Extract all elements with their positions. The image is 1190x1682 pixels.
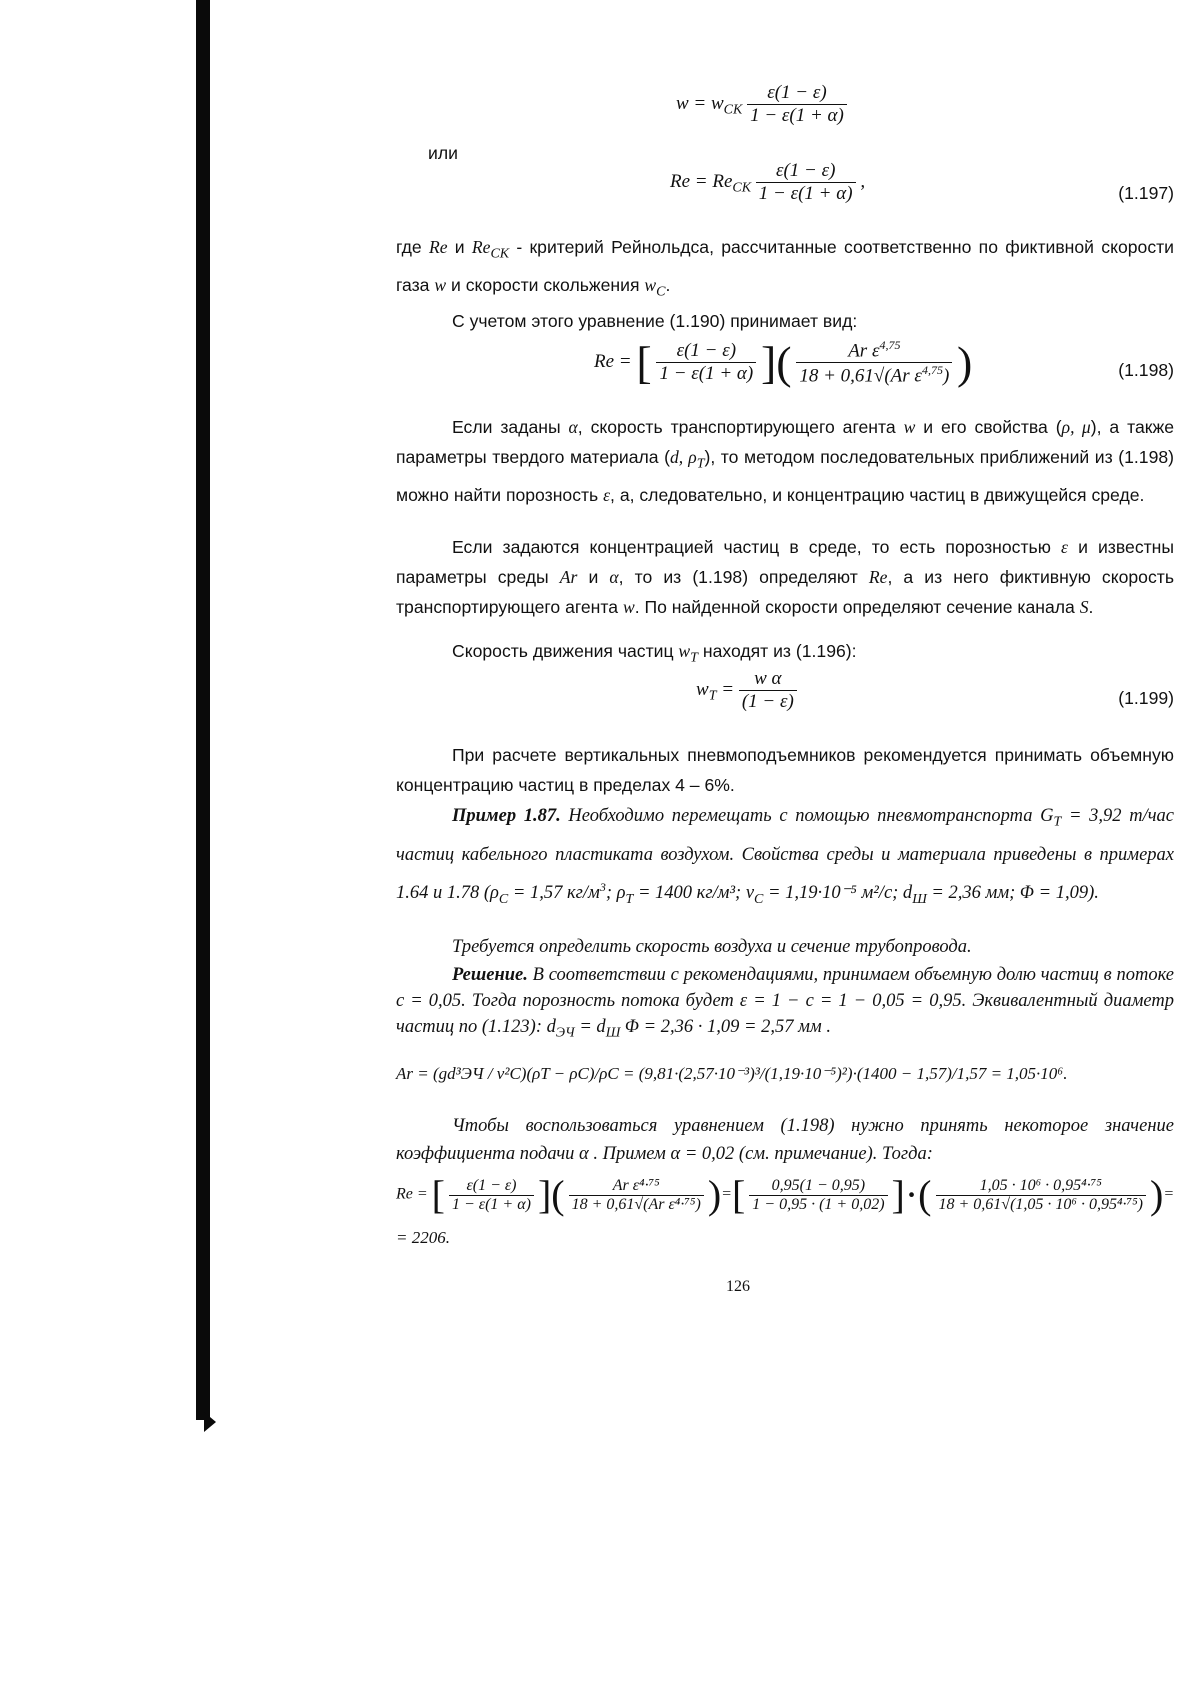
final-denominator-2: 18 + 0,61√(Ar ε⁴·⁷⁵) (571, 1195, 701, 1213)
example-coefficient-paragraph: Чтобы воспользоваться уравнением (1.198) нужно принять некоторое значение коэффициента подачи α . Примем α = 0,02 (см. примечание). Тогда: (396, 1116, 1174, 1164)
formula-1198: Re = [ $\frac{\varepsilon(1 - \varepsilon)}{1 - \varepsilon(1 + \alpha)}$ ]( $\frac{Ar \varepsilon^{4,75}}{18 + 0,61√(Ar \varepsilon^{4,75})}$ ) (594, 336, 973, 388)
paragraph-recommendation: При расчете вертикальных пневмоподъемников рекомендуется принимать объемную концентрацию частиц в пределах 4 – 6%. (396, 745, 1174, 795)
archimedes-calculation: Ar = (gd³ЭЧ / ν²C)(ρT − ρC)/ρC = (9,81·(2,57·10⁻³)³/(1,19·10⁻⁵)²)·(1400 − 1,57)/1,57 = 1,05·10⁶. (396, 1064, 1068, 1083)
equation-number-1197: (1.197) (1118, 183, 1174, 203)
formula-final-re: Re = [ $\frac{\varepsilon(1 - \varepsilon)}{1 - \varepsilon(1 + \alpha)}$ ]( $\frac{\text{Ar ε⁴·⁷⁵}}{\text{18 + 0,61√(Ar ε⁴·⁷⁵)}}$ )=[ $\frac{0,95(1 - 0,95)}{1 - 0,95 \cdot (1 + 0,02)}$ ]·( $\frac{\text{1,05 · 10⁶ · 0,95⁴·⁷⁵}}{\text{18 + 0,61√(1,05 · 10⁶ · 0,95⁴·⁷⁵)}}$ )= (396, 1172, 1175, 1217)
formula-1198-denominator-2: 18 + 0,61√(Ar $\varepsilon^{4,75}$) (799, 363, 950, 387)
formula-1198-denominator-1: 1 − ε(1 + α) (659, 363, 754, 385)
formula-1197: $Re = Re_{СК}$ $\frac{\varepsilon(1 - \varepsilon)}{1 - \varepsilon(1 + \alpha)}$ , (670, 160, 866, 204)
final-denominator-4: 18 + 0,61√(1,05 · 10⁶ · 0,95⁴·⁷⁵) (938, 1195, 1143, 1213)
formula-1199-denominator: (1 − ε) (741, 691, 794, 712)
example-solution: Решение. В соответствии с рекомендациями, принимаем объемную долю частиц в потоке c = 0,05. Тогда порозность потока будет ε = 1 − c = 1 − 0,05 = 0,95. Эквивалентный диаметр частиц по (1.123): $d_{ЭЧ} = d_Ш$ Φ = 2,36 · 1,09 = 2,57 мм . (396, 965, 1174, 1041)
formula-w-denominator: 1 − ε(1 + α) (750, 105, 844, 126)
paragraph-reynolds-definition: где Re и $Re_{СК}$ - критерий Рейнольдса, рассчитанные соответственно по фиктивной скорости газа w и скорости скольжения $w_C$. (396, 237, 1175, 300)
solution-title: Решение. (452, 965, 528, 985)
formula-w-numerator: ε(1 − ε) (747, 82, 847, 105)
final-numerator-4: 1,05 · 10⁶ · 0,95⁴·⁷⁵ (936, 1177, 1146, 1196)
final-denominator-3: 1 − 0,95 · (1 + 0,02) (752, 1195, 885, 1213)
final-denominator-1: 1 − ε(1 + α) (452, 1195, 531, 1213)
scan-margin-bar (196, 0, 210, 1420)
equation-number-1199: (1.199) (1118, 688, 1174, 708)
formula-1199: $w_T$ = $\frac{\text{w α}}{(1 - \varepsilon)}$ (696, 668, 797, 713)
formula-1199-numerator: w α (739, 668, 797, 691)
book-page (396, 0, 1186, 1682)
final-numerator-3: 0,95(1 − 0,95) (749, 1177, 887, 1196)
formula-1197-denominator: 1 − ε(1 + α) (758, 183, 853, 204)
example-task: Требуется определить скорость воздуха и сечение трубопровода. (452, 937, 972, 957)
final-result: = 2206. (396, 1228, 450, 1247)
paragraph-given-concentration: Если задаются концентрацией частиц в среде, то есть порозностью ε и известны параметры среды Ar и α, то из (1.198) определяют Re, а из него фиктивную скорость транспортирующего агента w. По найденной скорости определяют сечение канала S. (396, 537, 1175, 617)
final-numerator-1: ε(1 − ε) (449, 1177, 534, 1196)
page-number: 126 (726, 1278, 750, 1295)
word-or: или (428, 143, 458, 163)
formula-1197-numerator: ε(1 − ε) (756, 160, 856, 183)
formula-1198-numerator-2: Ar $\varepsilon^{4,75}$ (796, 338, 952, 363)
paragraph-equation-intro: С учетом этого уравнение (1.190) принимает вид: (452, 311, 858, 331)
scan-margin-bar-tip (204, 1412, 216, 1432)
example-1-87: Пример 1.87. Необходимо перемещать с помощью пневмотранспорта $G_T = 3,92$ т/час частиц кабельного пластиката воздухом. Свойства среды и материала приведены в примерах 1.64 и 1.78 ($\rho_C = 1,57$ $кг/м^3$; $\rho_T = 1400$ кг/м³; $\nu_C = 1,19\cdot 10^{-5}$ м²/с; $d_Ш = 2,36$ мм; Φ = 1,09). (396, 806, 1175, 907)
paragraph-given-parameters: Если заданы α, скорость транспортирующего агента w и его свойства (ρ, μ), а также параметры твердого материала (d, $\rho_T$), то методом последовательных приближений из (1.198) можно найти порозность ε, а, следовательно, и концентрацию частиц в движущейся среде. (396, 417, 1174, 505)
final-numerator-2: Ar ε⁴·⁷⁵ (569, 1177, 704, 1196)
paragraph-particle-velocity: Скорость движения частиц $w_T$ находят из (1.196): (452, 641, 857, 666)
example-title: Пример 1.87. (452, 806, 561, 826)
formula-w: $w = w_{СК}$ $\frac{\varepsilon(1 - \varepsilon)}{1 - \varepsilon(1 + \alpha)}$ (676, 82, 847, 127)
formula-1198-numerator-1: ε(1 − ε) (656, 340, 756, 363)
equation-number-1198: (1.198) (1118, 360, 1174, 380)
